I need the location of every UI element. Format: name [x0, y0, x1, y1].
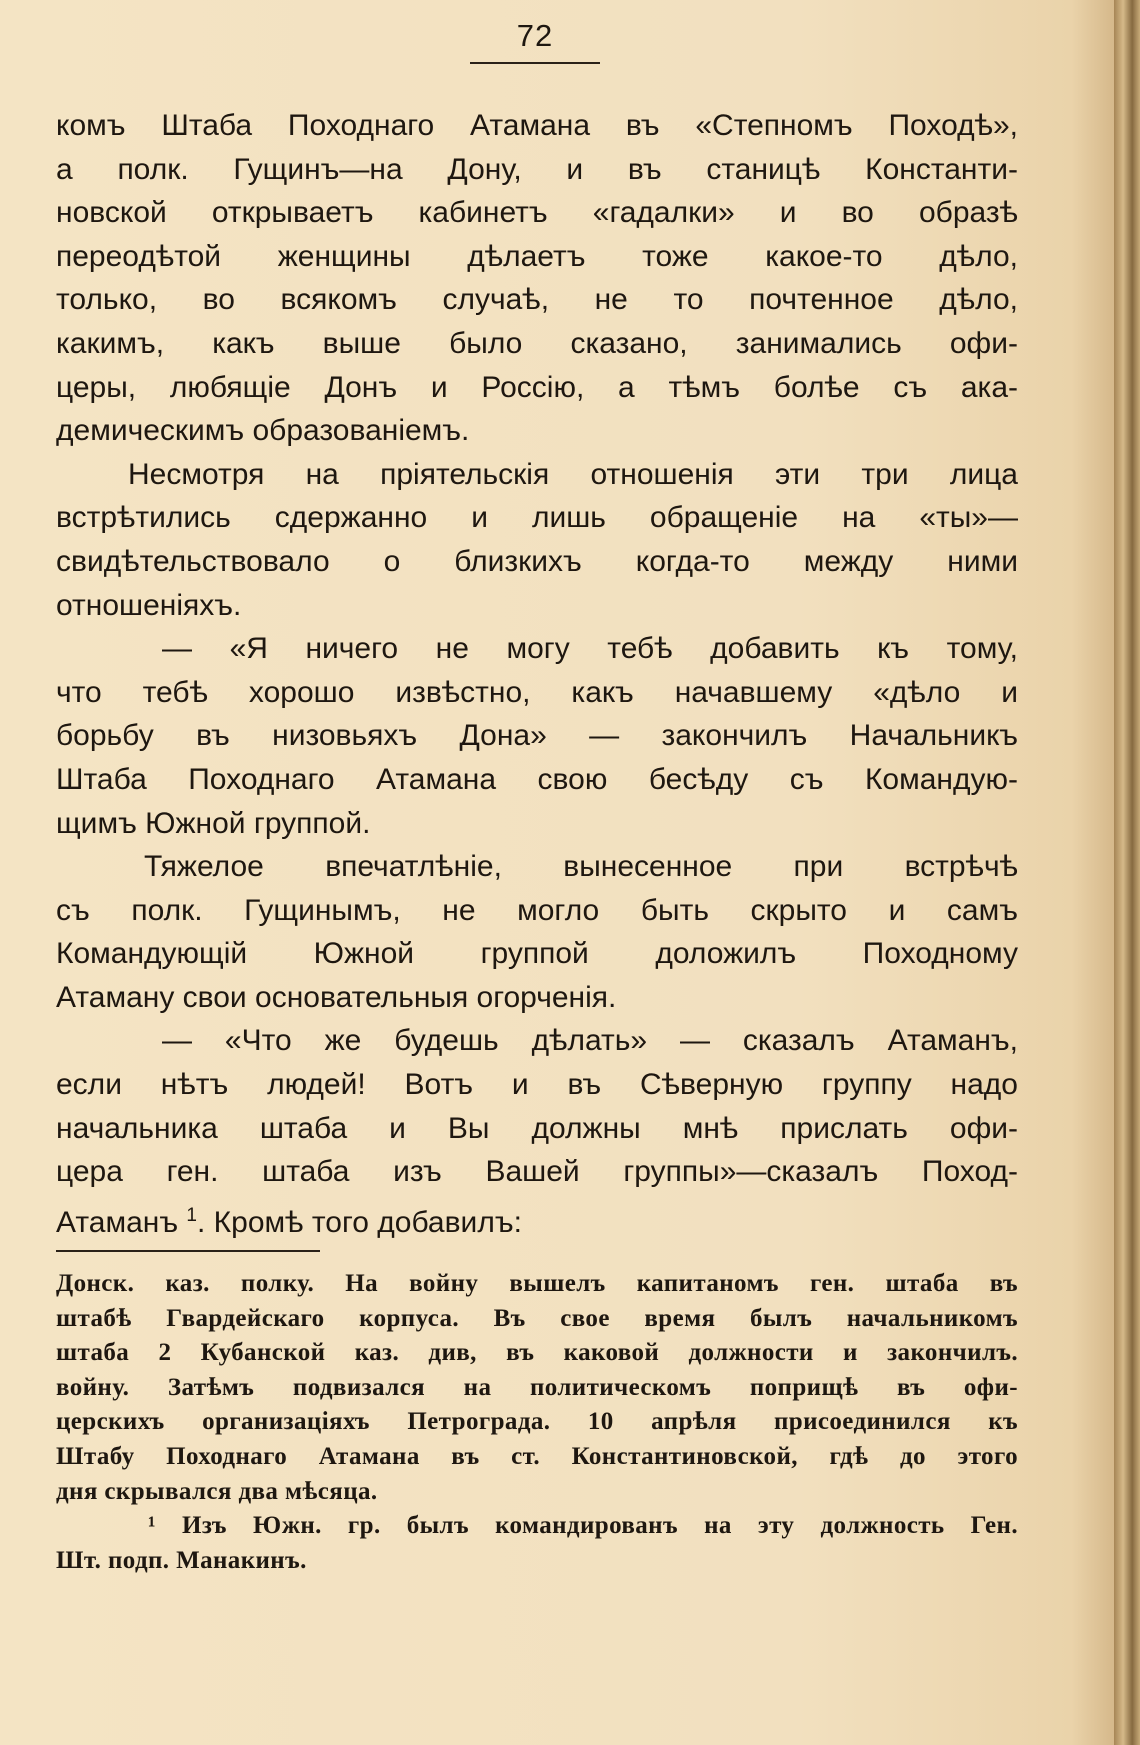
- text-line: что тебѣ хорошо извѣстно, какъ начавшему «дѣло и: [56, 675, 1018, 709]
- text-line: Атаману свои основательныя огорченія.: [56, 980, 617, 1014]
- text-line: какимъ, какъ выше было сказано, занимались офи-: [56, 326, 1018, 360]
- text-line: начальника штаба и Вы должны мнѣ прислать офи-: [56, 1111, 1018, 1145]
- text-line: Тяжелое впечатлѣніе, вынесенное при встрѣчѣ: [144, 850, 1018, 884]
- footnote-rule: [56, 1250, 320, 1252]
- page-number-rule: [470, 62, 600, 64]
- text-line: демическимъ образованіемъ.: [56, 414, 470, 448]
- text-line: цера ген. штаба изъ Вашей группы»—сказалъ Поход-: [56, 1155, 1018, 1189]
- text-line: а полк. Гущинъ—на Дону, и въ станицѣ Константи-: [56, 152, 1018, 186]
- footnote-line: войну. Затѣмъ подвизался на политическомъ поприщѣ въ офи-: [56, 1373, 1018, 1401]
- footnote-line: Шт. подп. Манакинъ.: [56, 1546, 307, 1574]
- text-line: Штаба Походнаго Атамана свою бесѣду съ Командую-: [56, 762, 1018, 796]
- text-line: борьбу въ низовьяхъ Дона» — закончилъ Начальникъ: [56, 719, 1018, 753]
- footnote-line: ¹ Изъ Южн. гр. былъ командированъ на эту должность Ген.: [148, 1512, 1018, 1540]
- text-line: Несмотря на пріятельскія отношенія эти три лица: [128, 457, 1018, 491]
- footnote-line: церскихъ организаціяхъ Петрограда. 10 апрѣля присоединился къ: [56, 1408, 1018, 1436]
- footnote-line: Штабу Походнаго Атамана въ ст. Константиновской, гдѣ до этого: [56, 1442, 1018, 1470]
- main-text: [56, 104, 1018, 1237]
- text-fragment: Атаманъ: [56, 1205, 179, 1239]
- text-line: отношеніяхъ.: [56, 588, 242, 622]
- text-line-with-footnote-ref: [56, 1194, 1018, 1238]
- text-fragment: . Кромѣ того добавилъ:: [197, 1205, 522, 1239]
- footnote-reference: 1: [186, 1204, 197, 1226]
- text-line: комъ Штаба Походнаго Атамана въ «Степномъ Походѣ»,: [56, 109, 1018, 142]
- footnote-line: Донск. каз. полку. На войну вышелъ капитаномъ ген. штаба въ: [56, 1270, 1018, 1297]
- footnotes: [56, 1267, 1018, 1578]
- text-line: свидѣтельствовало о близкихъ когда-то между ними: [56, 544, 1018, 578]
- text-line: только, во всякомъ случаѣ, не то почтенное дѣло,: [56, 283, 1018, 317]
- text-line: — «Что же будешь дѣлать» — сказалъ Атаманъ,: [162, 1024, 1018, 1058]
- text-line: новской открываетъ кабинетъ «гадалки» и во образѣ: [56, 196, 1018, 230]
- text-line: если нѣтъ людей! Вотъ и въ Сѣверную группу надо: [56, 1068, 1018, 1102]
- text-line: Командующій Южной группой доложилъ Походному: [56, 937, 1018, 971]
- footnote-line: дня скрывался два мѣсяца.: [56, 1477, 378, 1505]
- text-line: встрѣтились сдержанно и лишь обращеніе на «ты»—: [56, 501, 1018, 535]
- footnote-line: штаба 2 Кубанской каз. див, въ каковой должности и закончилъ.: [56, 1339, 1018, 1367]
- page-number: 72: [516, 18, 554, 53]
- text-line: щимъ Южной группой.: [56, 806, 371, 840]
- footnote-line: штабѣ Гвардейскаго корпуса. Въ свое время былъ начальникомъ: [56, 1304, 1018, 1332]
- text-line: переодѣтой женщины дѣлаетъ тоже какое-то дѣло,: [56, 239, 1018, 273]
- text-line: съ полк. Гущинымъ, не могло быть скрыто и самъ: [56, 893, 1018, 927]
- text-line: — «Я ничего не могу тебѣ добавить къ тому,: [162, 632, 1018, 666]
- text-line: церы, любящіе Донъ и Россію, а тѣмъ болѣе съ ака-: [56, 370, 1018, 404]
- page-binding-edge: [1114, 0, 1140, 1745]
